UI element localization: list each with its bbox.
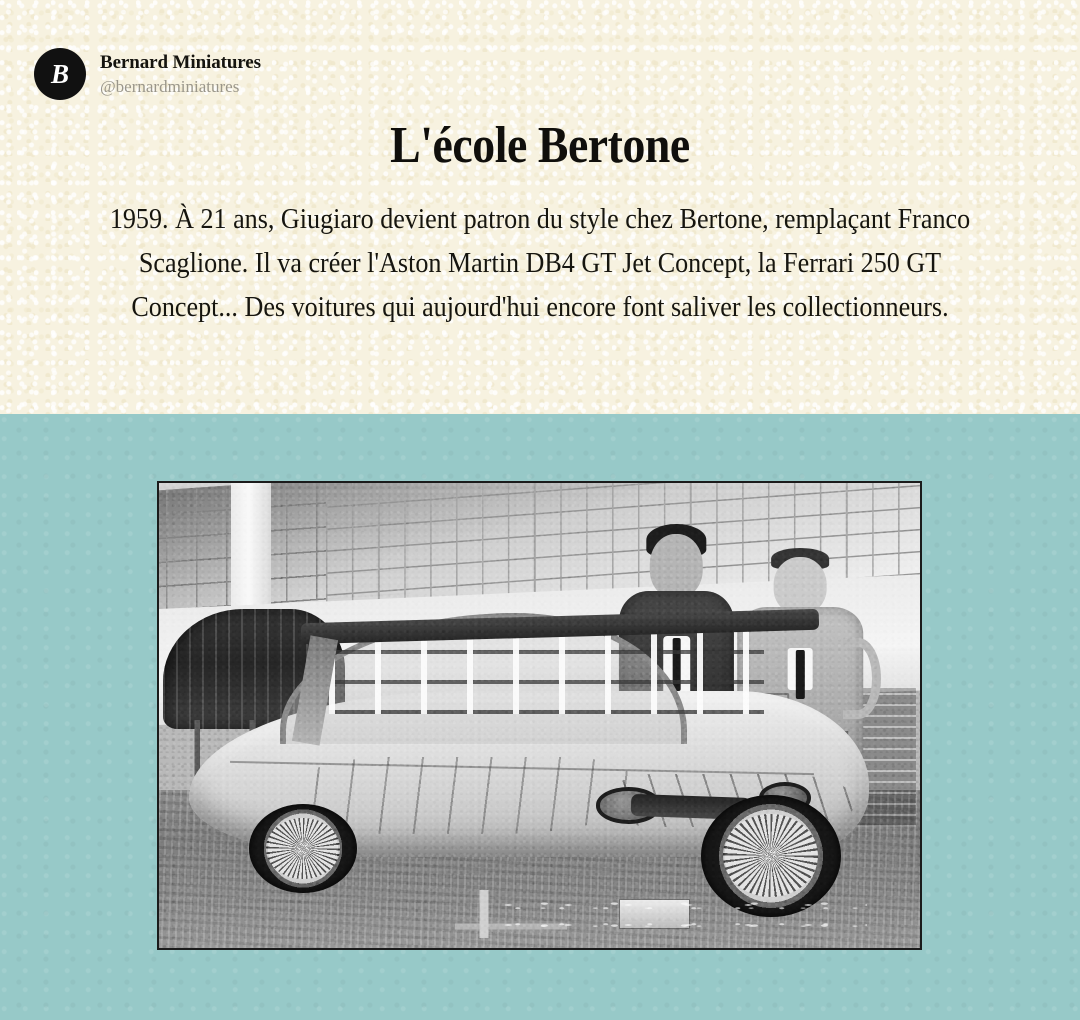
avatar[interactable]: B: [34, 48, 86, 100]
young-man-head: [650, 534, 703, 598]
account-name: Bernard Miniatures: [100, 52, 261, 74]
page-title: L'école Bertone: [390, 117, 690, 174]
car-rear-wheel: [249, 804, 358, 893]
unfinished-car-body: [189, 613, 889, 911]
account-handle: @bernardminiatures: [100, 76, 240, 96]
older-man-head: [774, 557, 827, 614]
account-header[interactable]: [34, 48, 261, 100]
account-text-group: [100, 52, 261, 95]
post-text-panel: [0, 0, 1080, 414]
post-photo[interactable]: [157, 481, 922, 950]
photo-content: [159, 483, 920, 948]
post-body-text: 1959. À 21 ans, Giugiaro devient patron du style chez Bertone, remplaçant Franco Scaglione. Il va créer l'Aston Martin DB4 GT Jet Concept, la Ferrari 250 GT Concept... Des voitures qui aujourd'hui encore font saliver les collectionneurs.: [109, 203, 971, 324]
floor-debris: [501, 897, 866, 939]
